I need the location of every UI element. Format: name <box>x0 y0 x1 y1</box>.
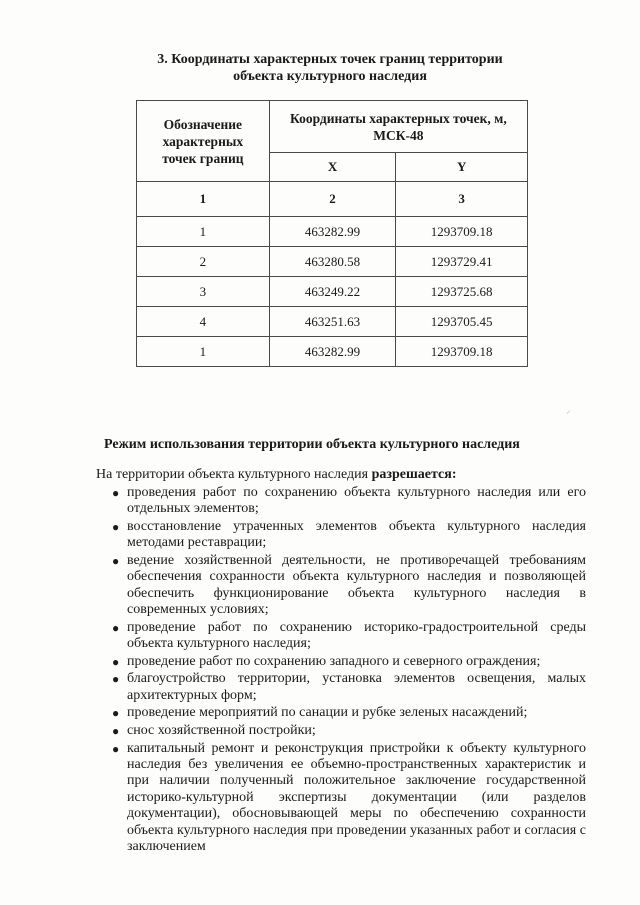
list-item: ● проведение мероприятий по санации и рубке зеленых насаждений; <box>112 705 528 721</box>
bullet-icon: ● <box>112 620 120 635</box>
list-item: ● проведение работ по сохранению западного и северного ограждения; <box>112 653 541 669</box>
bullet-icon: ● <box>112 741 120 756</box>
column-number: 1 <box>137 182 270 217</box>
list-item: ● восстановление утраченных элементов объекта культурного наследия методами реставрации; <box>112 519 586 551</box>
bullet-icon: ● <box>112 654 120 669</box>
column-number: 3 <box>396 182 528 217</box>
coordinate-y: 1293729.41 <box>396 247 528 277</box>
coordinate-x: 463282.99 <box>269 217 396 247</box>
bullet-icon: ● <box>112 554 120 568</box>
bullet-icon: ● <box>112 724 120 738</box>
list-item: ● снос хозяйственной постройки; <box>112 723 316 738</box>
point-number: 2 <box>137 247 270 277</box>
coordinate-y: 1293709.18 <box>396 337 528 367</box>
table-row <box>137 217 528 247</box>
point-number: 4 <box>137 307 270 337</box>
table-row <box>137 247 528 277</box>
regime-heading: Режим использования территории объекта культурного наследия <box>104 437 520 452</box>
list-item: ● ведение хозяйственной деятельности, не противоречащей требованиям обеспечения сохранности объекта культурного наследия и позволяющей обеспечить функционирование объекта культурного наследия в современных условиях; <box>112 553 586 618</box>
coordinates-header: Координаты характерных точек, м, МСК-48 <box>269 101 527 153</box>
point-number: 1 <box>137 337 270 367</box>
bullet-icon: ● <box>112 520 120 534</box>
coordinate-y: 1293705.45 <box>396 307 528 337</box>
bullet-icon: ● <box>112 706 120 721</box>
bullet-icon: ● <box>112 672 120 687</box>
section-title-line-1: 3. Координаты характерных точек границ территории <box>157 52 503 67</box>
scan-smudge: ⸝ <box>566 405 571 416</box>
regime-intro <box>96 466 576 483</box>
list-item: ● капитальный ремонт и реконструкция пристройки к объекту культурного наследия без увеличения ее объемно-пространственных характеристик и при наличии полученный положительное заключение государственной историко-культурной экспертизы документации (или разделов документации), обосновывающей меры по обеспечению сохранности объекта культурного наследия при проведении указанных работ и согласия с заключением <box>112 740 586 855</box>
column-number: 2 <box>269 182 396 217</box>
coordinate-x: 463249.22 <box>269 277 396 307</box>
intro-text: На территории объекта культурного наследия <box>96 467 372 482</box>
list-item: ● проведения работ по сохранению объекта культурного наследия или его отдельных элементов; <box>112 485 586 517</box>
column-x-header: X <box>269 153 396 182</box>
coordinate-x: 463251.63 <box>269 307 396 337</box>
coordinate-y: 1293709.18 <box>396 217 528 247</box>
coordinates-table <box>136 100 528 367</box>
table-row <box>137 277 528 307</box>
table-row <box>137 337 528 367</box>
allowed-activities-list <box>112 485 586 857</box>
coordinate-x: 463282.99 <box>269 337 396 367</box>
intro-bold: разрешается: <box>371 467 457 482</box>
bullet-icon: ● <box>112 486 120 500</box>
list-item: ● проведение работ по сохранению историко-градостроительной среды объекта культурного наследия; <box>112 619 586 652</box>
table-row <box>137 307 528 337</box>
coordinate-y: 1293725.68 <box>396 277 528 307</box>
coordinate-x: 463280.58 <box>269 247 396 277</box>
point-number: 3 <box>137 277 270 307</box>
list-item: ● благоустройство территории, установка элементов освещения, малых архитектурных форм; <box>112 671 586 703</box>
column-y-header: Y <box>396 153 528 182</box>
section-title-line-2: объекта культурного наследия <box>233 69 427 84</box>
point-number: 1 <box>137 217 270 247</box>
designation-header: Обозначение характерных точек границ <box>137 101 270 182</box>
section-title <box>120 51 540 85</box>
